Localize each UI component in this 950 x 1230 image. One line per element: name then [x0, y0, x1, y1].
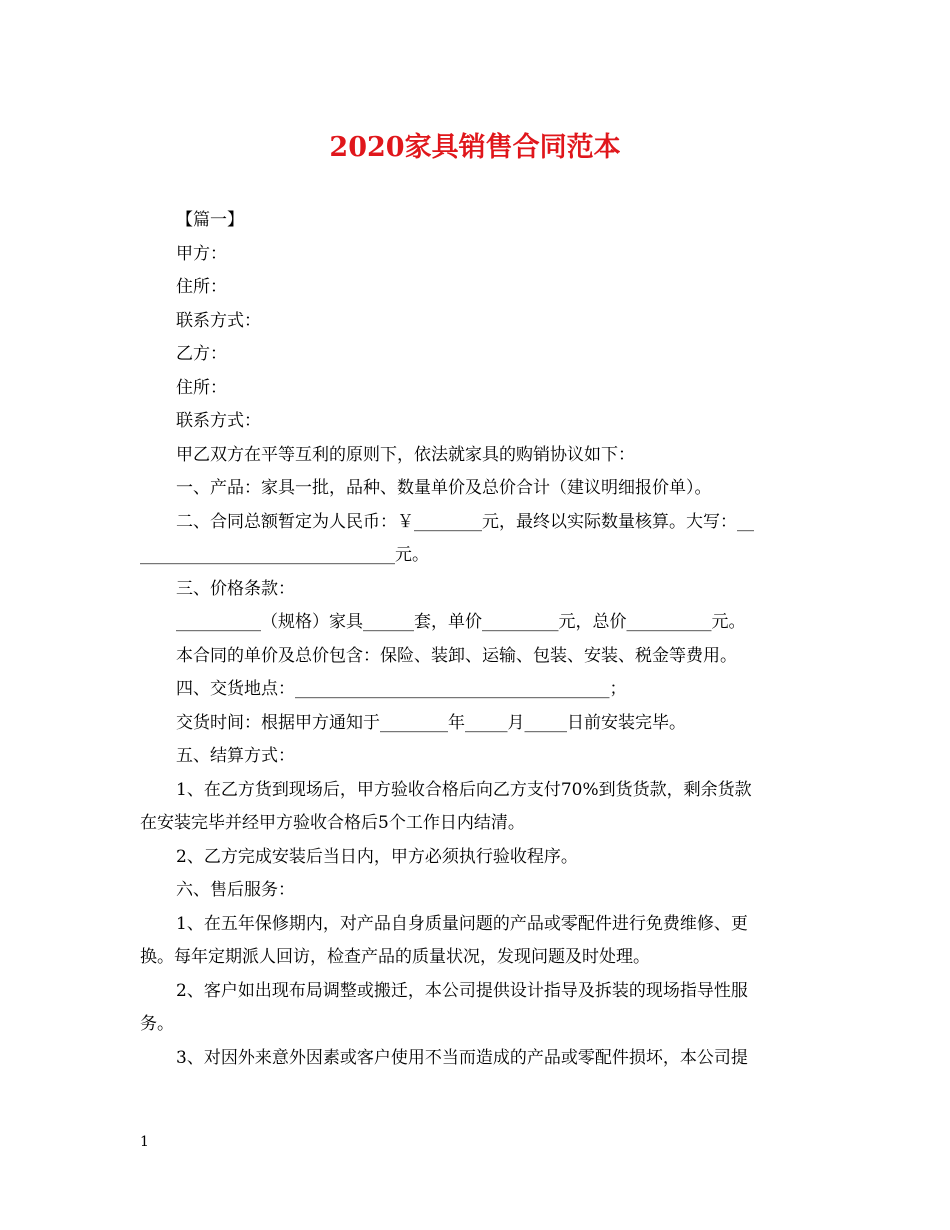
- document-line: 在安装完毕并经甲方验收合格后5个工作日内结清。: [140, 813, 525, 833]
- document-line: 1、在乙方货到现场后，甲方验收合格后向乙方支付70%到货货款，剩余货款: [176, 779, 752, 800]
- document-line: 六、售后服务：: [176, 880, 295, 900]
- page-number: 1: [140, 1134, 149, 1150]
- document-line: 一、产品：家具一批，品种、数量单价及总价合计（建议明细报价单）。: [176, 478, 712, 498]
- document-line: 乙方：: [176, 344, 227, 364]
- document-title: 2020家具销售合同范本: [329, 132, 621, 163]
- document-line: 四、交货地点：_____________________________________；: [176, 679, 627, 699]
- document-line: 联系方式：: [176, 310, 261, 331]
- document-body: [140, 204, 812, 1075]
- document-line: 【篇一】: [176, 210, 244, 230]
- document-line: 3、对因外来意外因素或客户使用不当而造成的产品或零配件损坏，本公司提: [176, 1047, 748, 1068]
- document-line: 住所：: [176, 377, 227, 398]
- document-line: 交货时间：根据甲方通知于________年_____月_____日前安装完毕。: [176, 712, 686, 733]
- document-line: 务。: [140, 1014, 174, 1034]
- document-line: __________（规格）家具______套，单价_________元，总价__________元。: [176, 612, 746, 632]
- document-line: 甲方：: [176, 243, 227, 264]
- document-line: ______________________________元。: [140, 545, 429, 565]
- document-line: 2、客户如出现布局调整或搬迁，本公司提供设计指导及拆装的现场指导性服: [176, 980, 748, 1001]
- document-line: 1、在五年保修期内，对产品自身质量问题的产品或零配件进行免费维修、更: [176, 913, 748, 934]
- document-line: 二、合同总额暂定为人民币：￥________元，最终以实际数量核算。大写：__: [176, 511, 754, 532]
- document-line: 换。每年定期派人回访，检查产品的质量状况，发现问题及时处理。: [140, 947, 650, 967]
- document-line: 三、价格条款：: [176, 578, 295, 599]
- document-line: 本合同的单价及总价包含：保险、装卸、运输、包装、安装、税金等费用。: [176, 645, 737, 666]
- document-line: 五、结算方式：: [176, 746, 295, 766]
- document-line: 2、乙方完成安装后当日内，甲方必须执行验收程序。: [176, 846, 578, 867]
- document-line: 甲乙双方在平等互利的原则下，依法就家具的购销协议如下：: [176, 444, 635, 465]
- document-line: 住所：: [176, 277, 227, 297]
- document-line: 联系方式：: [176, 411, 261, 431]
